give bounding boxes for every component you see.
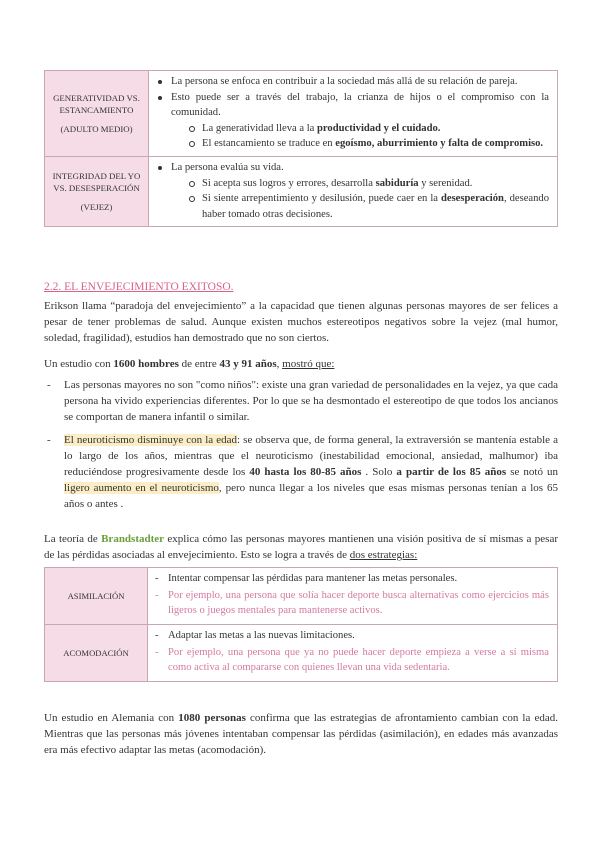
stage-content-cell [149,71,558,157]
list-item [171,191,549,222]
text-span: , deseando haber tomado otras decisiones. [202,193,549,220]
text-span: La generatividad lleva a la [202,122,318,134]
stages-table [44,70,558,227]
findings-list [44,378,558,512]
bold-text: 1080 personas [178,712,246,724]
table-row [45,156,558,226]
text-span: . Solo [361,465,397,478]
list-item [44,433,558,512]
text-span: , [276,358,283,370]
underlined-text: dos estrategias: [349,548,418,561]
sub-list [171,121,549,152]
strategy-description: - Adaptar las metas a las nuevas limitaciones. [154,628,549,643]
text-span: , pero nunca llegar a los niveles que esas mismas personas tenían a los 65 años o antes . [64,481,558,510]
stage-period: (ADULTO MEDIO) [60,123,133,134]
strategy-label: ASIMILACIÓN [45,568,148,625]
strategy-example: - Por ejemplo, una persona que ya no puede hacer deporte empieza a verse a sí misma como activa al compararse con quienes llevan una vida sedentaria. [154,645,549,675]
text-span: se notó un [506,465,559,478]
study-sentence [44,357,558,373]
text-span: Si acepta sus logros y errores, desarrolla [202,177,376,189]
text-span: y serenidad. [418,177,473,189]
bold-text: 40 hasta los 80-85 años [249,465,362,478]
table-row [45,71,558,157]
list-item: La persona se enfoca en contribuir a la sociedad más allá de su relación de pareja. [155,74,549,90]
list-item [171,176,549,192]
final-paragraph [44,711,558,758]
text-span: Un estudio con [44,358,114,370]
bold-text: 1600 hombres [113,358,179,370]
list-item-text: Esto puede ser a través del trabajo, la crianza de hijos o el compromiso con la comunidad. [171,91,549,119]
list-item-text: La persona evalúa su vida. [171,161,284,173]
text-span: El estancamiento se traduce en [202,138,336,150]
text-span: explica cómo las personas mayores mantienen una visión positiva de sí mismas a pesar de las pérdidas asociadas al envejecimiento. Esto se logra a través de [44,533,559,561]
strategy-content [148,568,558,625]
list-item [171,121,549,137]
stage-period: (VEJEZ) [80,201,113,212]
text-span: : se observa que, de forma general, la extraversión se mantenía estable a lo largo de los años, mientras que el neuroticismo (inestabilidad emocional, ansiedad, malhumor) iba reduciéndose progresivamente desde los [64,434,558,478]
section-title: 2.2. EL ENVEJECIMIENTO EXITOSO. [44,281,234,293]
stage-name: GENERATIVIDAD VS. ESTANCAMIENTO [53,92,140,116]
bold-text: productividad y el cuidado. [317,122,441,134]
bold-text: desesperación [440,193,504,205]
strategy-label: ACOMODACIÓN [45,625,148,682]
stage-content-cell [149,156,558,226]
sub-list [171,176,549,223]
strategies-table [44,567,558,682]
bold-text: egoísmo, aburrimiento y falta de compromiso. [335,138,544,150]
author-name: Brandstadter [101,533,165,545]
text-span: La teoría de [44,533,102,545]
strategy-content [148,625,558,682]
text-span: Si siente arrepentimiento y desilusión, puede caer en la [202,193,441,205]
list-item: - Las personas mayores no son "como niños": existe una gran variedad de personalidades en la vejez, ya que cada persona ha vivido experiencias diferentes. Por lo que se ha desmontado el estereotipo de que todos los ancianos se comportan de manera infantil o similar. [44,378,558,425]
list-item [171,136,549,152]
text-span: Un estudio en Alemania con [44,712,179,724]
text-span: confirma que las estrategias de afrontamiento cambian con la edad. Mientras que las personas más jóvenes intentaban compensar las pérdidas (asimilación), en edades más avanzadas era más efectivo adaptar las metas (acomodación). [44,712,559,756]
intro-paragraph: Erikson llama “paradoja del envejecimiento” a la capacidad que tienen algunas personas mayores de ser felices a pesar de tener problemas de salud. Aunque existen muchos estereotipos negativos sobre la vejez (mal humor, soledad, fragilidad), estudios han demostrado que no son ciertos. [44,300,558,344]
list-item [155,160,549,222]
stage-label-cell [45,156,149,226]
theory-paragraph [44,532,558,564]
bold-text: 43 y 91 años [219,358,277,370]
text-span: de entre [178,358,220,370]
table-row [45,568,558,625]
table-row [45,625,558,682]
bold-text: a partir de los 85 años [396,465,507,478]
strategy-description: - Intentar compensar las pérdidas para mantener las metas personales. [154,571,549,586]
bold-text: sabiduría [375,177,419,189]
bullet-list [155,74,549,152]
stage-name: INTEGRIDAD DEL YO VS. DESESPERACIÓN [52,170,141,194]
stage-label-cell [45,71,149,157]
highlighted-text: ligero aumento en el neuroticismo [64,481,219,494]
highlighted-text: El neuroticismo disminuye con la edad [64,434,238,447]
underlined-text: mostró que: [282,358,335,370]
strategy-example: - Por ejemplo, una persona que solía hacer deporte busca alternativas como ejercicios más ligeros o juegos mentales para mantenerse activos. [154,588,549,618]
list-item [155,90,549,152]
bullet-list [155,160,549,222]
